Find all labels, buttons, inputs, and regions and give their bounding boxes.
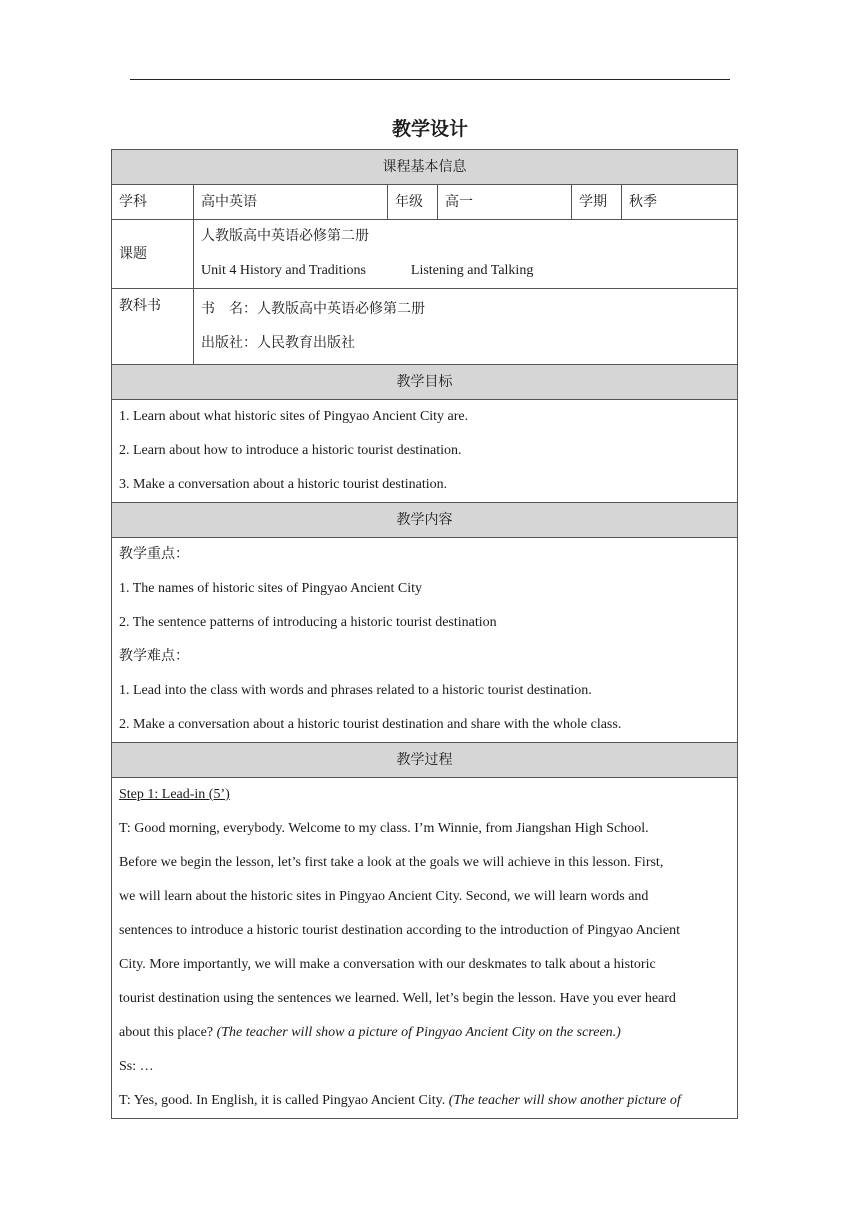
process-text: about this place? (119, 1025, 217, 1040)
publisher: 出版社：人民教育出版社 (201, 335, 355, 351)
section-header-process: 教学过程 (112, 743, 738, 778)
goal-item: 2. Learn about how to introduce a historic tourist destination. (119, 443, 462, 458)
process-line (119, 1016, 730, 1050)
difficult-points-label: 教学难点： (119, 649, 189, 664)
topic-row (112, 220, 738, 289)
topic-part: Listening and Talking (410, 263, 534, 278)
key-points-label: 教学重点： (119, 547, 189, 562)
header-rule (130, 79, 730, 80)
info-row (112, 185, 738, 220)
section-header-goals: 教学目标 (112, 365, 738, 400)
process-row (112, 778, 738, 1119)
topic-line-1: 人教版高中英语必修第二册 (201, 229, 369, 244)
content-row (112, 538, 738, 743)
section-header-info: 课程基本信息 (112, 150, 738, 185)
difficult-point-item: 1. Lead into the class with words and phrases related to a historic tourist destination. (119, 683, 592, 698)
process-line: T: Good morning, everybody. Welcome to my class. I’m Winnie, from Jiangshan High School. (119, 821, 649, 836)
process-text: T: Yes, good. In English, it is called Pingyao Ancient City. (119, 1093, 449, 1108)
topic-label: 课题 (112, 220, 194, 289)
section-header-content: 教学内容 (112, 503, 738, 538)
subject-value: 高中英语 (194, 185, 388, 220)
textbook-row (112, 289, 738, 365)
step-1-heading: Step 1: Lead-in (5’) (119, 787, 230, 802)
goal-item: 1. Learn about what historic sites of Pingyao Ancient City are. (119, 409, 469, 424)
process-line: sentences to introduce a historic tourist destination according to the introduction of Pingyao Ancient (119, 923, 681, 938)
topic-unit: Unit 4 History and Traditions (201, 263, 366, 278)
goals-cell (112, 400, 738, 503)
topic-line-2 (201, 254, 730, 288)
content-cell (112, 538, 738, 743)
process-line: Ss: … (119, 1059, 154, 1074)
grade-value: 高一 (438, 185, 572, 220)
key-point-item: 2. The sentence patterns of introducing a historic tourist destination (119, 615, 497, 630)
book-name: 书 名：人教版高中英语必修第二册 (201, 301, 425, 317)
process-line: Before we begin the lesson, let’s first take a look at the goals we will achieve in this lesson. First, (119, 855, 664, 870)
term-value: 秋季 (622, 185, 738, 220)
grade-label: 年级 (388, 185, 438, 220)
lesson-plan-table (111, 149, 738, 1119)
key-point-item: 1. The names of historic sites of Pingyao Ancient City (119, 581, 423, 596)
subject-label: 学科 (112, 185, 194, 220)
process-line: City. More importantly, we will make a conversation with our deskmates to talk about a historic (119, 957, 656, 972)
process-cell (112, 778, 738, 1119)
teacher-note: (The teacher will show a picture of Pingyao Ancient City on the screen.) (216, 1025, 621, 1040)
process-line (119, 1084, 730, 1118)
textbook-label: 教科书 (112, 289, 194, 365)
teacher-note: (The teacher will show another picture of (448, 1093, 681, 1108)
difficult-point-item: 2. Make a conversation about a historic tourist destination and share with the whole class. (119, 717, 622, 732)
textbook-value (194, 289, 738, 365)
process-line: tourist destination using the sentences we learned. Well, let’s begin the lesson. Have you ever heard (119, 991, 676, 1006)
document-title: 教学设计 (391, 118, 468, 140)
goals-row (112, 400, 738, 503)
process-line: we will learn about the historic sites in Pingyao Ancient City. Second, we will learn words and (119, 889, 649, 904)
goal-item: 3. Make a conversation about a historic tourist destination. (119, 477, 448, 492)
topic-value (194, 220, 738, 289)
term-label: 学期 (572, 185, 622, 220)
